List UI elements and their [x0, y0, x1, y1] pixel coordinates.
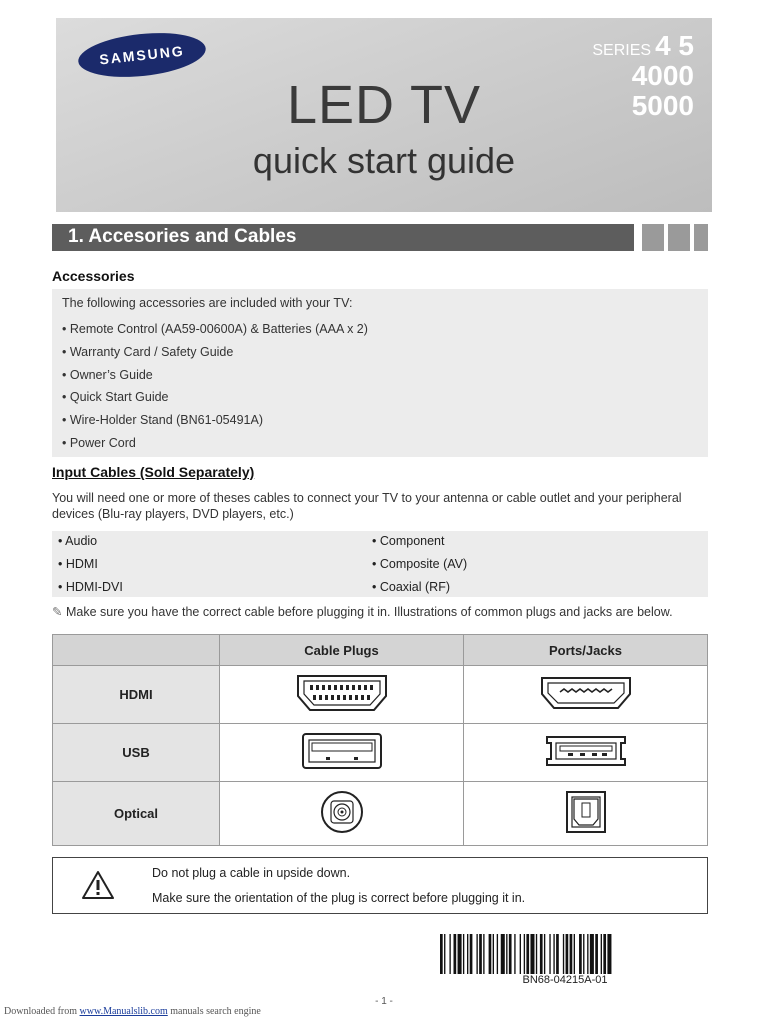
list-item: • Wire-Holder Stand (BN61-05491A) [62, 413, 263, 427]
table-row [53, 724, 708, 782]
list-item: • Coaxial (RF) [372, 580, 450, 594]
usb-plug-icon [300, 731, 384, 771]
table-header-row [53, 635, 708, 666]
list-item: • Audio [58, 534, 98, 548]
list-item: • Owner’s Guide [62, 368, 153, 382]
optical-plug-icon [319, 789, 365, 835]
series-model-4000: 4000 [631, 60, 694, 91]
input-cables-description: You will need one or more of theses cables to connect your TV to your antenna or cable outlet and your peripheral devices (Blu-ray players, DVD players, etc.) [52, 491, 682, 521]
list-item: • Component [372, 534, 445, 548]
cable-note [52, 604, 673, 619]
list-item: • Quick Start Guide [62, 390, 169, 404]
series-model-5000: 5000 [631, 90, 694, 121]
cable-note-text: Make sure you have the correct cable before plugging it in. Illustrations of common plugs and jacks are below. [65, 605, 673, 619]
row-label-hdmi: HDMI [53, 666, 220, 724]
pencil-icon: ✎ [52, 605, 63, 619]
accessories-intro: The following accessories are included with your TV: [62, 296, 353, 310]
table-header-ports: Ports/Jacks [464, 635, 708, 666]
warning-line-2: Make sure the orientation of the plug is correct before plugging it in. [152, 891, 526, 905]
warning-triangle-icon [81, 870, 115, 900]
table-row [53, 782, 708, 846]
section-square-3 [694, 224, 708, 251]
series-digits: 4 5 [655, 30, 694, 61]
footer-prefix: Downloaded from [4, 1006, 78, 1017]
page-number: - 1 - [375, 996, 393, 1007]
hdmi-plug-cell [220, 666, 464, 724]
table-header-empty [53, 635, 220, 666]
manualslib-link[interactable]: www.Manualslib.com [79, 1006, 168, 1017]
input-cables-heading: Input Cables (Sold Separately) [52, 464, 255, 480]
download-footer [4, 1006, 261, 1017]
cables-table [52, 634, 708, 846]
cables-list [52, 531, 708, 597]
list-item: • Warranty Card / Safety Guide [62, 345, 234, 359]
barcode-image [440, 934, 690, 974]
row-label-optical: Optical [53, 782, 220, 846]
warning-box [52, 857, 708, 914]
optical-port-cell [464, 782, 708, 846]
list-item: • Remote Control (AA59-00600A) & Batteries (AAA x 2) [62, 322, 368, 336]
footer-suffix: manuals search engine [170, 1006, 261, 1017]
table-row [53, 666, 708, 724]
hdmi-port-icon [538, 674, 634, 712]
series-label: SERIES [592, 42, 652, 59]
optical-port-icon [565, 789, 607, 835]
table-header-plugs: Cable Plugs [220, 635, 464, 666]
list-item: • Power Cord [62, 436, 136, 450]
accessories-heading: Accessories [52, 268, 135, 284]
page-title: LED TV [286, 75, 482, 135]
list-item: • Composite (AV) [372, 557, 468, 571]
section-square-2 [668, 224, 690, 251]
page-subtitle: quick start guide [252, 140, 516, 181]
usb-port-icon [544, 731, 628, 771]
hdmi-plug-icon [294, 672, 390, 714]
usb-plug-cell [220, 724, 464, 782]
optical-plug-cell [220, 782, 464, 846]
warning-line-1: Do not plug a cable in upside down. [152, 866, 351, 880]
list-item: • HDMI-DVI [58, 580, 123, 594]
barcode-number: BN68-04215A-01 [522, 974, 608, 986]
section-bar [52, 224, 634, 251]
row-label-usb: USB [53, 724, 220, 782]
section-title: 1. Accesories and Cables [68, 226, 297, 247]
usb-port-cell [464, 724, 708, 782]
hdmi-port-cell [464, 666, 708, 724]
accessories-box [52, 289, 708, 457]
samsung-logo: SAMSUNG [76, 27, 208, 82]
list-item: • HDMI [58, 557, 98, 571]
section-square-1 [642, 224, 664, 251]
